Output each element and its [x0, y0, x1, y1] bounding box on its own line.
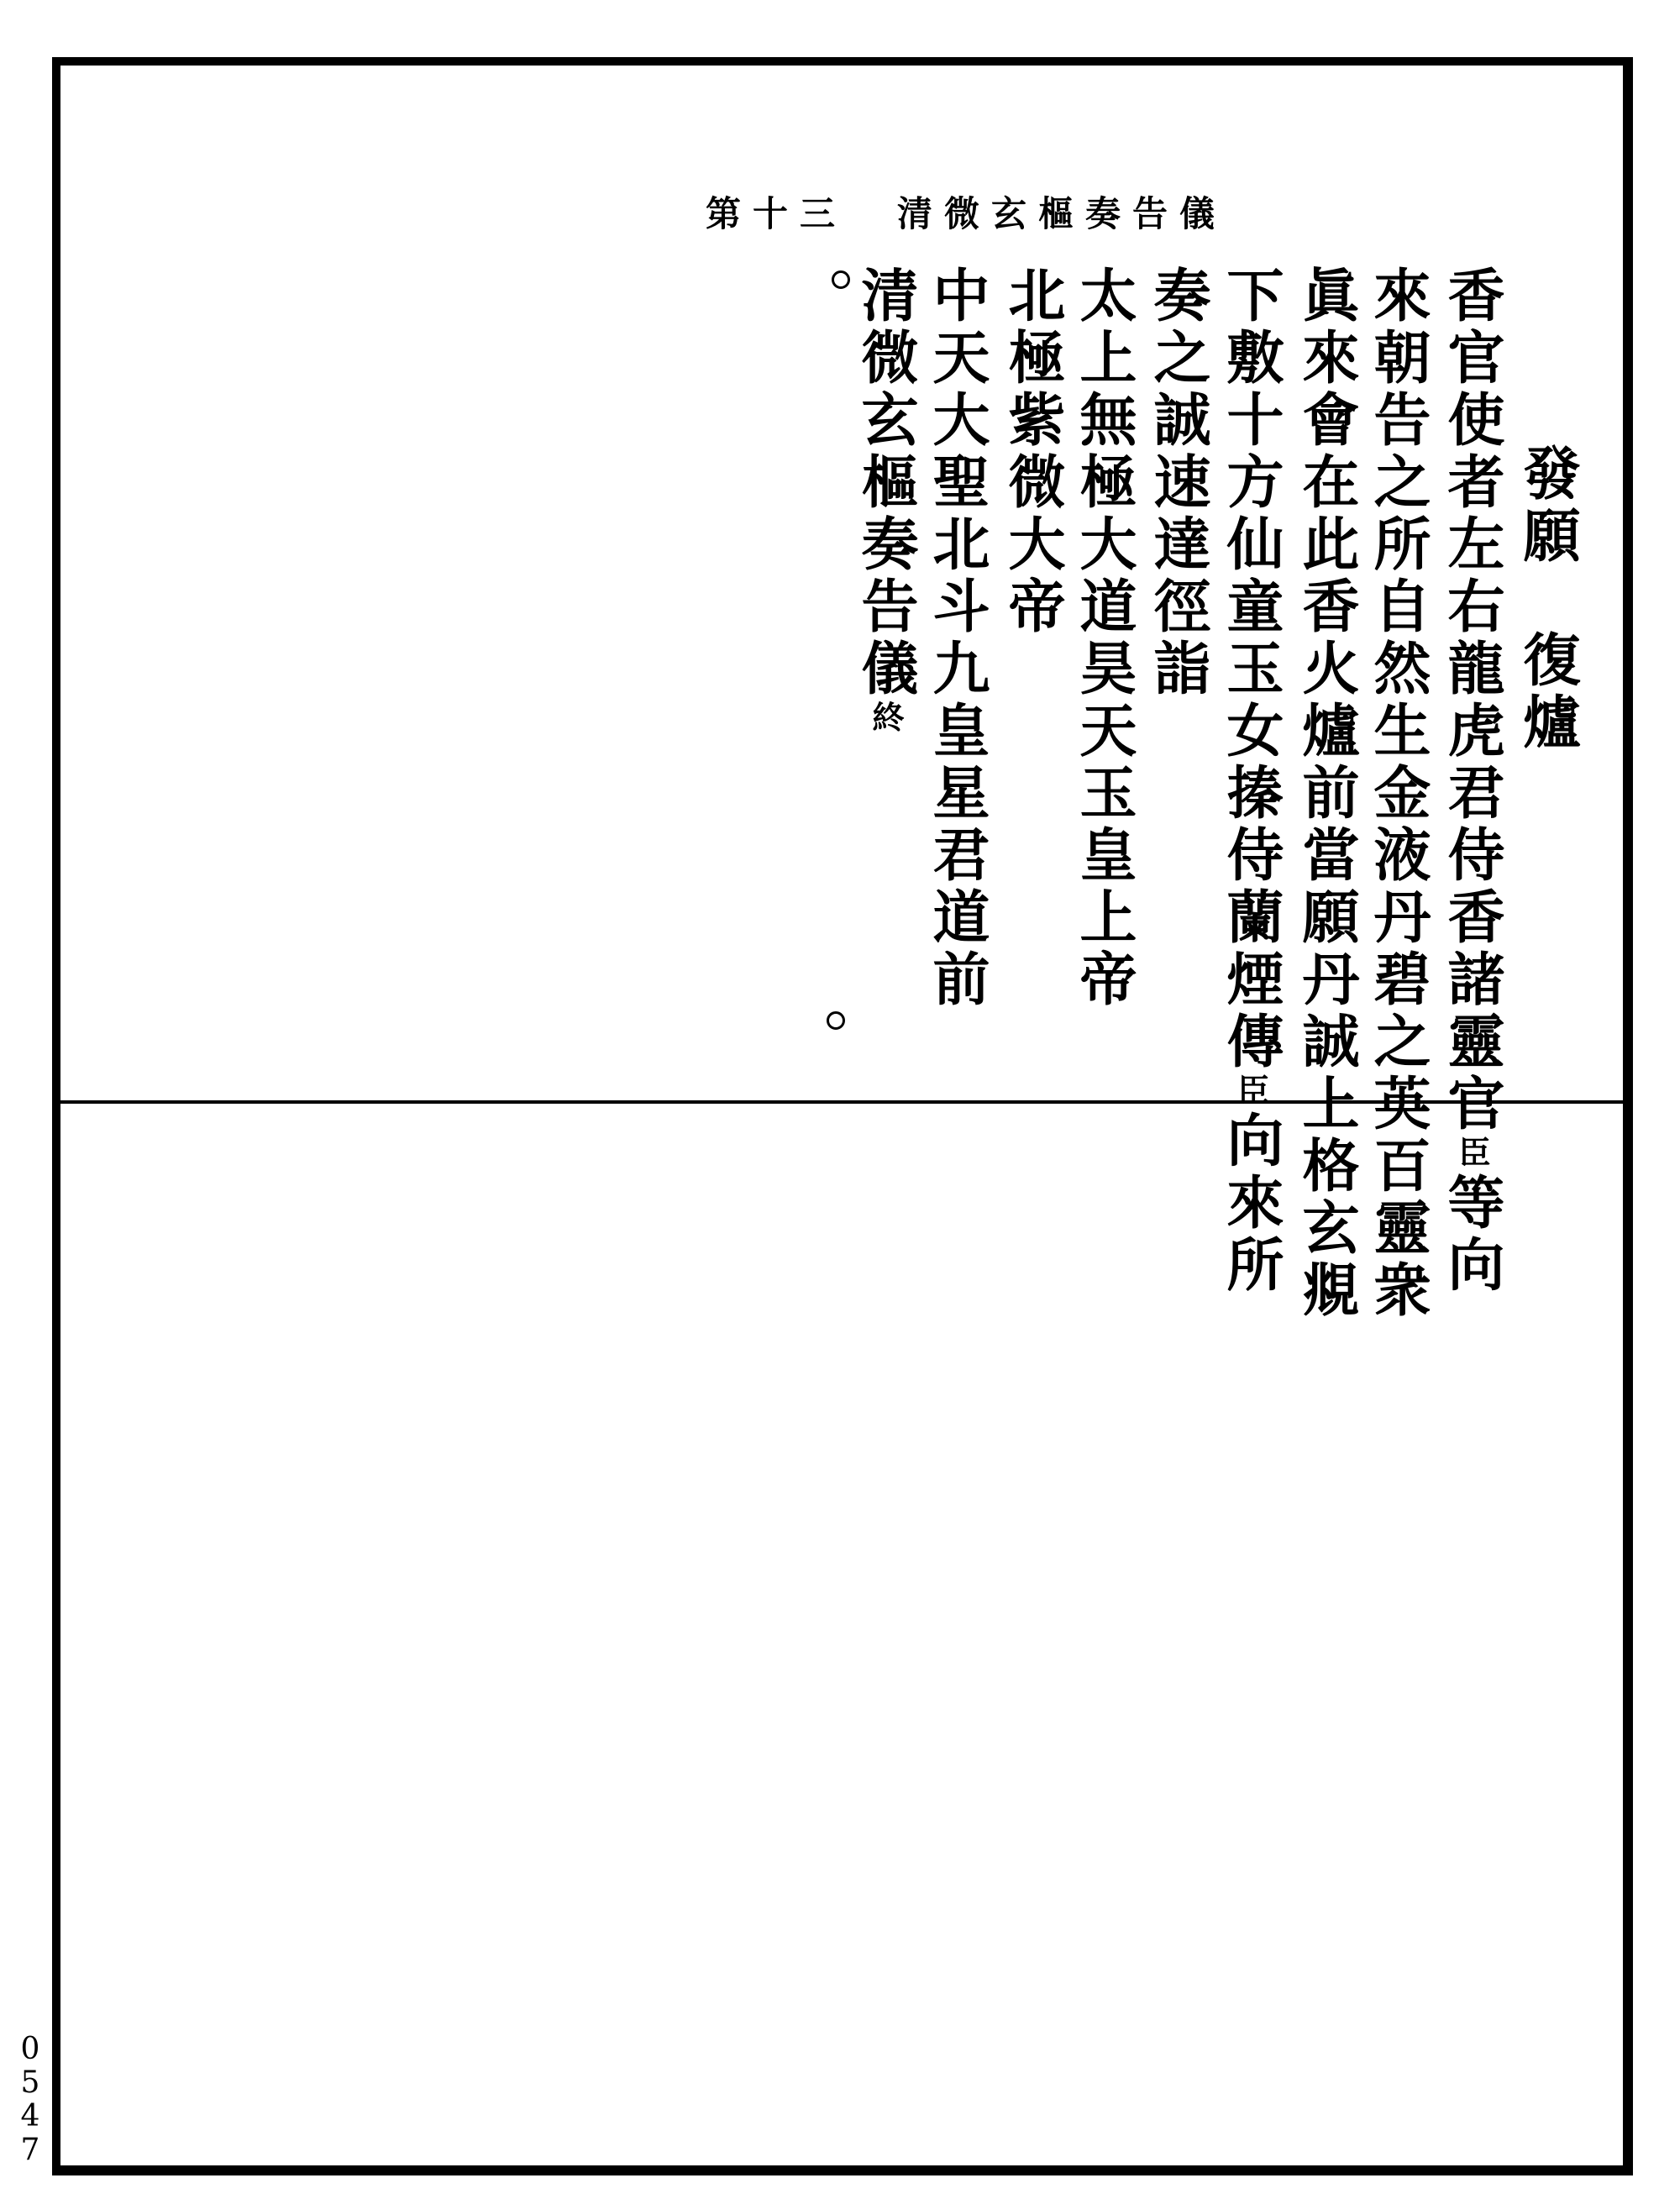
text-column-2: 香官使者左右龍虎君侍香諸靈官臣等向: [1438, 265, 1505, 1297]
text-column-5: 下敷十方仙童玉女搸侍蘭煙傳臣向來所: [1217, 265, 1284, 1297]
text-column-9: 中天大聖北斗九皇星君道前: [923, 265, 990, 1011]
text-column-7: 太上無極大道昊天玉皇上帝: [1070, 265, 1137, 1011]
page-number: 0547: [20, 2032, 40, 2167]
punctuation-circle-top: [832, 270, 850, 289]
book-title: 清微玄樞奏告儀: [896, 193, 1226, 234]
text-column-4: 眞來會在此香火爐前當願丹誠上格玄覜: [1293, 265, 1360, 1322]
text-column-1: 發願 復爐: [1514, 443, 1581, 754]
text-column-6: 奏之誠速達徑詣: [1144, 265, 1211, 701]
text-column-10: 清微玄樞奏告儀終: [852, 265, 919, 737]
text-column-8: 北極紫微大帝: [999, 265, 1066, 638]
section-label: 第十三: [705, 193, 847, 234]
running-header: [689, 186, 1226, 237]
punctuation-circle-bottom: [827, 1011, 845, 1030]
text-column-3: 來朝告之所自然生金液丹碧之英百靈衆: [1364, 265, 1431, 1322]
